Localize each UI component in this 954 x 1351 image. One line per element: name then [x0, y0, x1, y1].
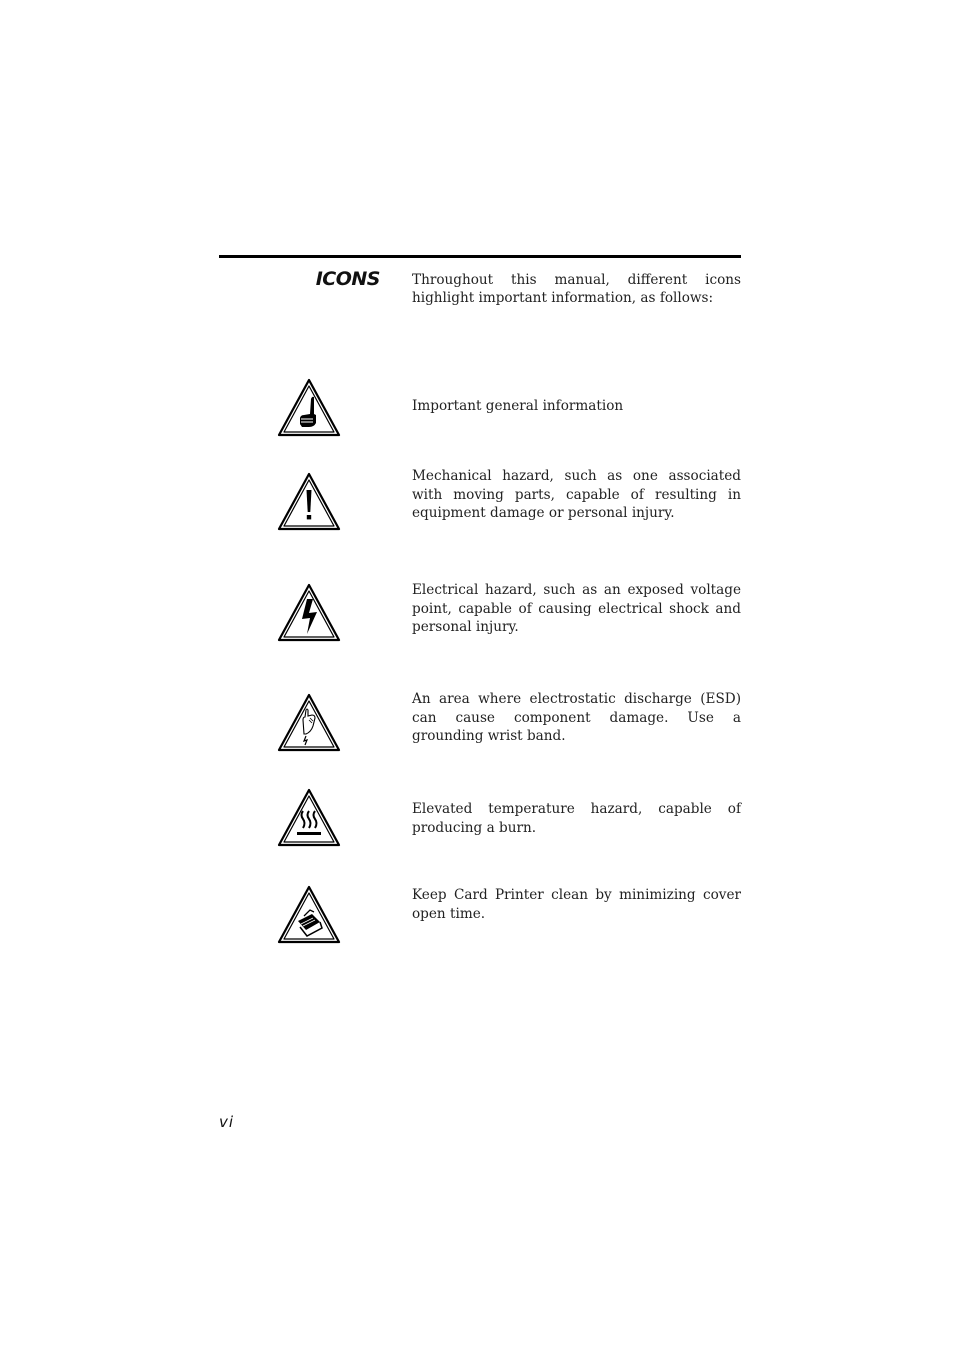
icon-description-4: An area where electrostatic discharge (ESD) can cause component damage. Use a grounding wrist band.	[412, 691, 741, 744]
icon-description-6: Keep Card Printer clean by minimizing cover open time.	[412, 887, 741, 922]
icon-description-3: Electrical hazard, such as an exposed voltage point, capable of causing electrical shock and personal injury.	[412, 582, 741, 635]
icon-description-2: Mechanical hazard, such as one associated with moving parts, capable of resulting in equipment damage or personal injury.	[412, 468, 741, 521]
pointing-hand-icon	[276, 377, 342, 439]
page-number: vi	[219, 1113, 235, 1131]
icon-description-1: Important general information	[412, 398, 624, 414]
section-rule	[219, 255, 741, 258]
hot-surface-icon	[276, 787, 342, 849]
section-title: ICONS	[315, 268, 380, 290]
lightning-icon	[276, 582, 342, 644]
intro-paragraph: Throughout this manual, different icons highlight important information, as follows:	[412, 272, 741, 306]
esd-hand-icon	[276, 692, 342, 754]
exclamation-icon	[276, 471, 342, 533]
icon-description-5: Elevated temperature hazard, capable of producing a burn.	[412, 801, 741, 836]
card-printer-icon	[276, 884, 342, 946]
